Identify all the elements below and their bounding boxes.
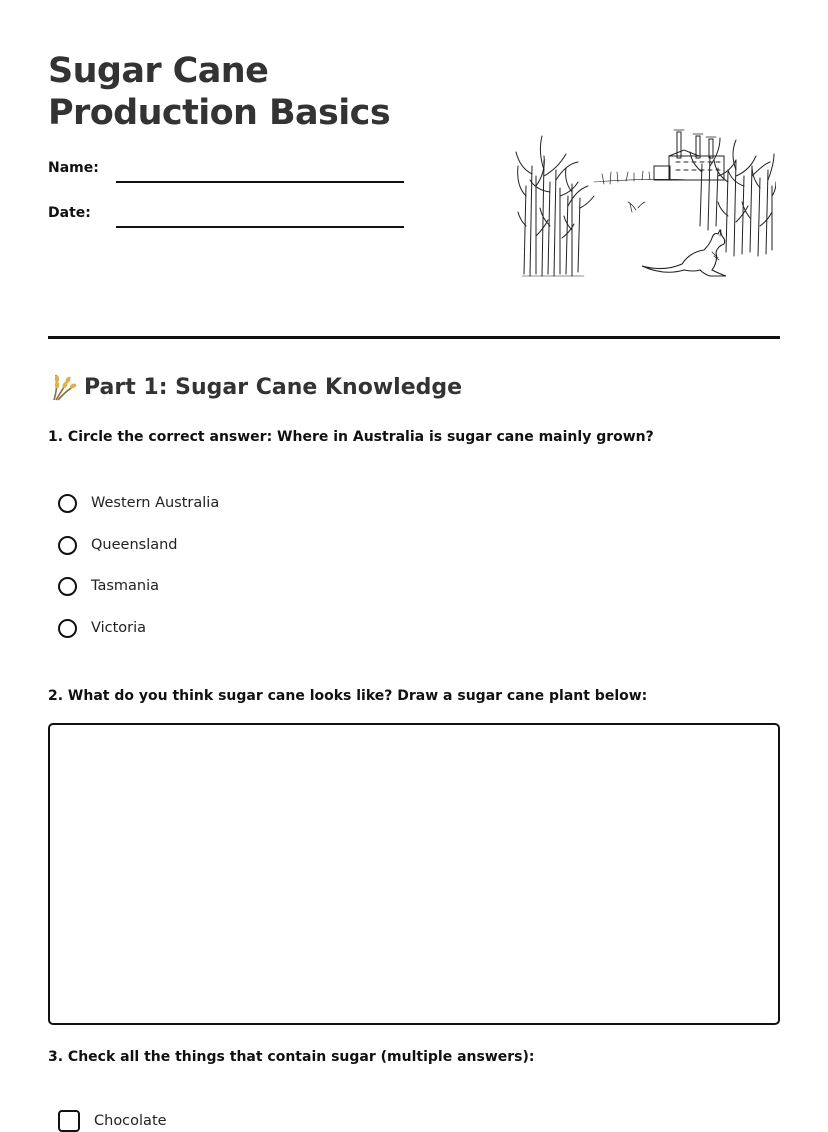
option-label: Tasmania (91, 578, 160, 594)
section-heading-part1 (48, 373, 462, 401)
checkbox[interactable] (58, 1110, 80, 1132)
question-3: 3. Check all the things that contain sugar (multiple answers): (48, 1049, 535, 1065)
q1-option-victoria[interactable] (58, 616, 146, 640)
q1-option-western-australia[interactable] (58, 491, 219, 515)
page-title: Sugar Cane Production Basics (48, 51, 391, 133)
radio-circle[interactable] (58, 619, 77, 638)
date-label: Date: (48, 205, 91, 221)
rice-sheaf-icon (48, 373, 78, 401)
question-2: 2. What do you think sugar cane looks like? Draw a sugar cane plant below: (48, 688, 648, 704)
radio-circle[interactable] (58, 536, 77, 555)
sugar-cane-field-illustration (514, 126, 776, 284)
radio-circle[interactable] (58, 494, 77, 513)
option-label: Western Australia (91, 495, 220, 511)
kangaroo-icon (642, 230, 726, 276)
option-label: Queensland (91, 537, 178, 553)
date-field[interactable] (116, 226, 404, 228)
q1-option-tasmania[interactable] (58, 574, 159, 598)
radio-circle[interactable] (58, 577, 77, 596)
option-label: Chocolate (94, 1113, 167, 1129)
drawing-area[interactable] (48, 723, 780, 1025)
question-1: 1. Circle the correct answer: Where in Australia is sugar cane mainly grown? (48, 429, 654, 445)
sugar-mill-icon (654, 130, 724, 180)
q3-option-chocolate[interactable] (58, 1110, 167, 1132)
section-heading-text: Part 1: Sugar Cane Knowledge (84, 374, 463, 400)
q1-option-queensland[interactable] (58, 533, 178, 557)
section-divider (48, 336, 780, 339)
sugar-cane-clump-left (516, 136, 594, 276)
option-label: Victoria (91, 620, 147, 636)
name-label: Name: (48, 160, 99, 176)
name-field[interactable] (116, 181, 404, 183)
